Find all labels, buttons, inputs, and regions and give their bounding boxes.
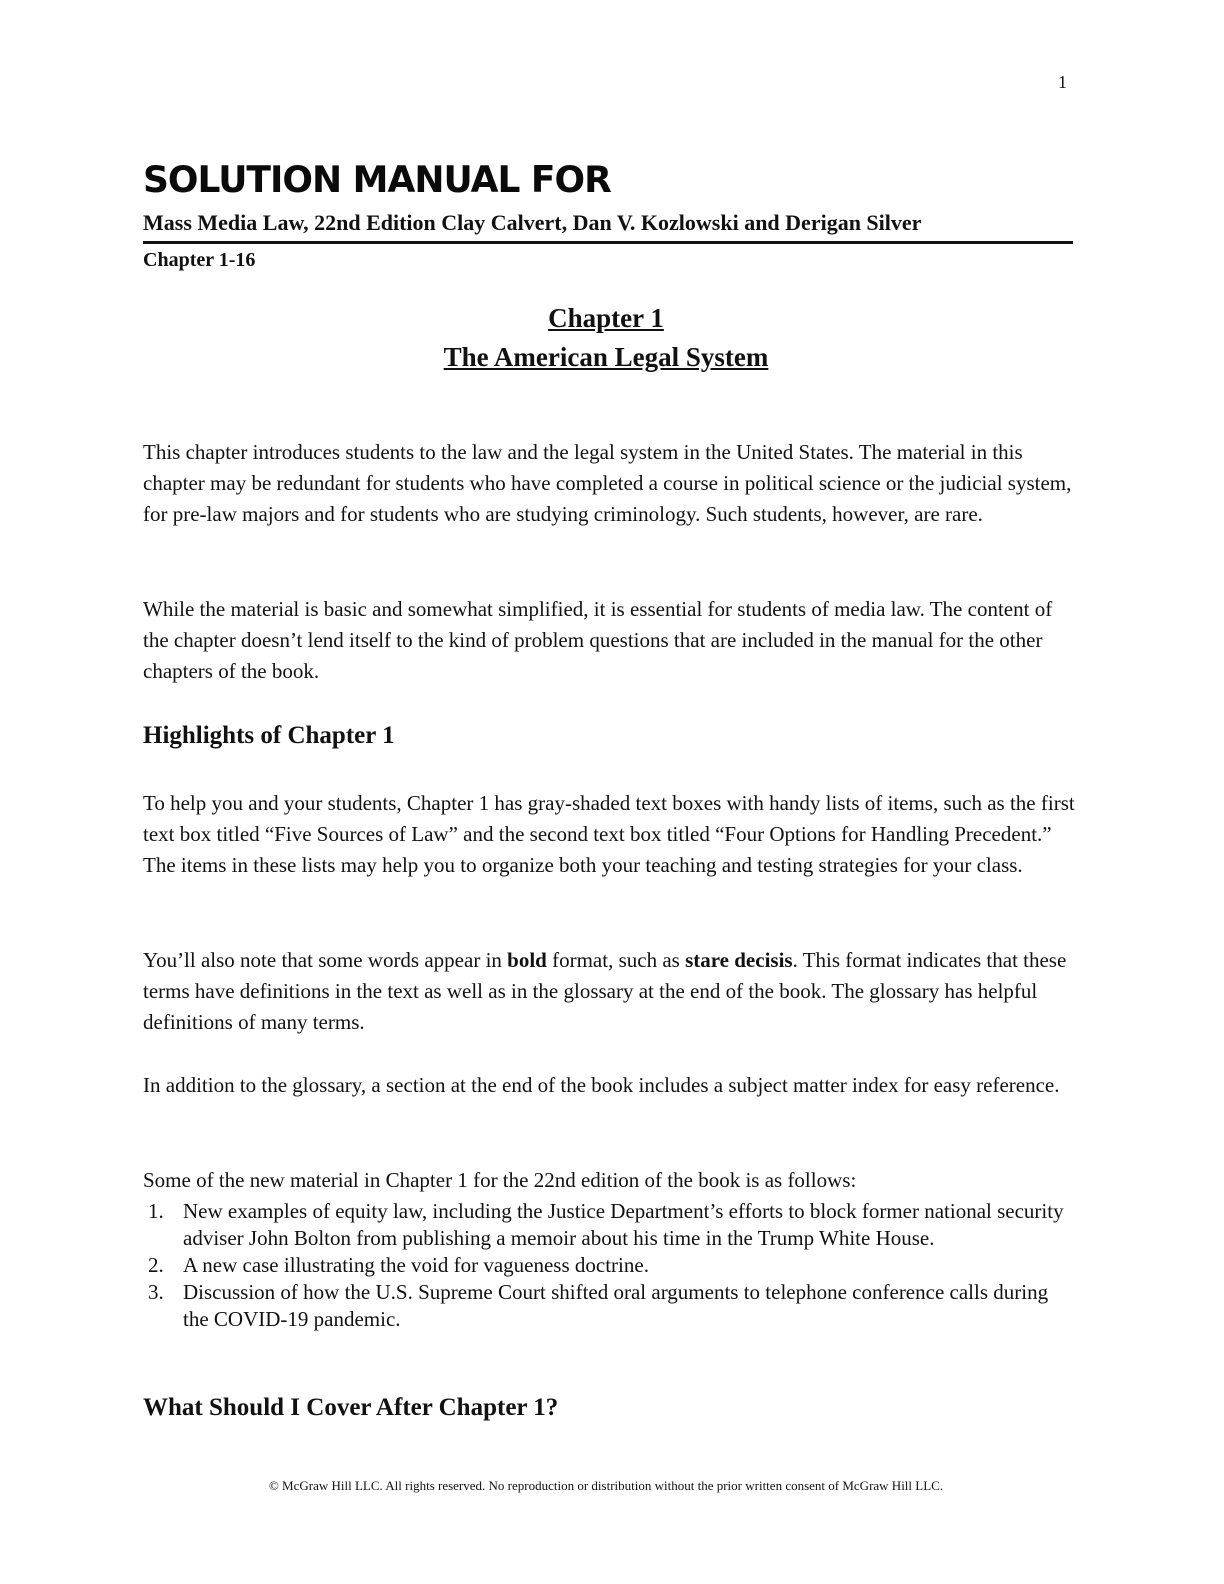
list-item-number: 1. xyxy=(148,1199,164,1223)
intro-paragraph-1: This chapter introduces students to the law and the legal system in the United States. The material in this chapter may be redundant for students who have completed a course in political science or the judicial system, for pre-law majors and for students who are studying criminology. Such students, however, are rare. xyxy=(143,440,1072,526)
list-item xyxy=(143,1198,1078,1252)
list-item-text: Discussion of how the U.S. Supreme Court shifted oral arguments to telephone conference calls during the COVID-19 pandemic. xyxy=(183,1280,1049,1331)
highlights-paragraph-4: Some of the new material in Chapter 1 for the 22nd edition of the book is as follows: xyxy=(143,1168,857,1192)
highlights-paragraph-1: To help you and your students, Chapter 1 has gray-shaded text boxes with handy lists of items, such as the first text box titled “Five Sources of Law” and the second text box titled “Four Options for Handling Precedent.” The items in these lists may help you to organize both your teaching and testing strategies for your class. xyxy=(143,791,1075,877)
chapter-title-heading: The American Legal System xyxy=(443,342,769,372)
p2-text-start: You’ll also note that some words appear in xyxy=(143,948,508,972)
list-item-number: 3. xyxy=(148,1280,164,1304)
book-subtitle: Mass Media Law, 22nd Edition Clay Calvert, Dan V. Kozlowski and Derigan Silver xyxy=(143,210,1073,244)
list-item xyxy=(143,1252,1078,1279)
page-number: 1 xyxy=(1058,72,1067,92)
list-item-number: 2. xyxy=(148,1253,164,1277)
highlights-heading: Highlights of Chapter 1 xyxy=(143,722,395,749)
list-item-text: New examples of equity law, including the Justice Department’s efforts to block former national security adviser John Bolton from publishing a memoir about his time in the Trump White House. xyxy=(183,1199,1064,1250)
highlights-paragraph-3: In addition to the glossary, a section at the end of the book includes a subject matter index for easy reference. xyxy=(143,1073,1060,1097)
next-section-heading: What Should I Cover After Chapter 1? xyxy=(143,1394,559,1421)
p2-text-end: . This format indicates that these terms have definitions in the text as well as in the glossary at the end of the book. The glossary has helpful definitions of many terms. xyxy=(143,948,1067,1034)
highlights-paragraph-2 xyxy=(143,945,1078,1038)
p2-text-mid: format, such as xyxy=(546,948,686,972)
intro-paragraph-2: While the material is basic and somewhat simplified, it is essential for students of media law. The content of the chapter doesn’t lend itself to the kind of problem questions that are included in the manual for the other chapters of the book. xyxy=(143,597,1053,683)
bold-term-bold: bold xyxy=(507,948,547,972)
chapter-number-heading: Chapter 1 xyxy=(548,303,664,333)
list-item-text: A new case illustrating the void for vagueness doctrine. xyxy=(183,1253,649,1277)
list-item xyxy=(143,1279,1078,1333)
copyright-footer: © McGraw Hill LLC. All rights reserved. No reproduction or distribution without the prior written consent of McGraw Hill LLC. xyxy=(268,1478,944,1493)
chapter-range: Chapter 1-16 xyxy=(143,249,256,271)
bold-term-stare-decisis: stare decisis xyxy=(685,948,793,972)
manual-banner-title: SOLUTION MANUAL FOR xyxy=(143,159,611,202)
new-material-list xyxy=(143,1198,1078,1333)
